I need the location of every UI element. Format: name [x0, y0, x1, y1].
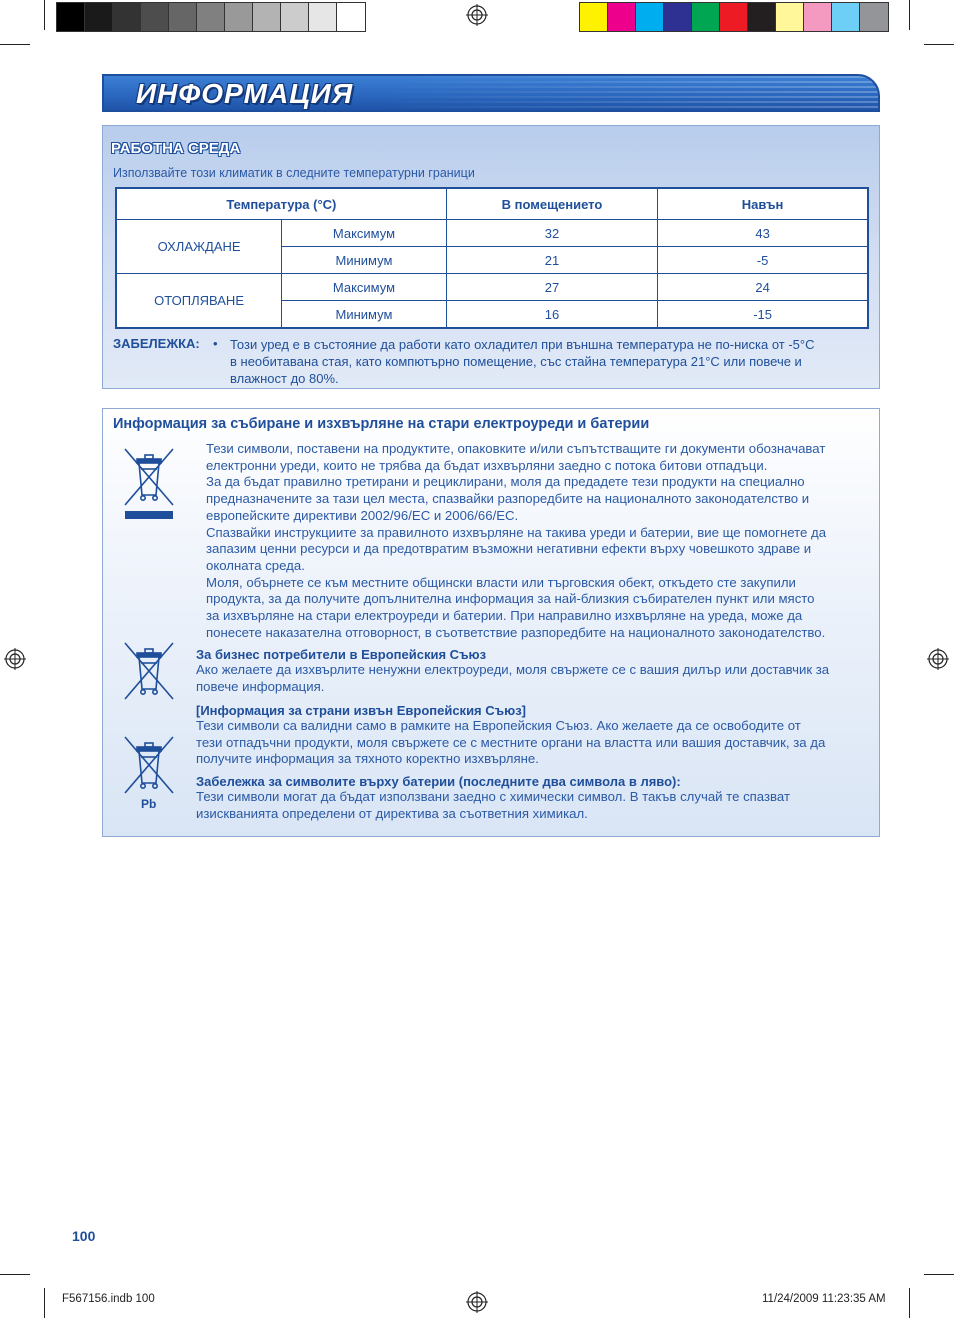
- crop-mark: [924, 44, 954, 45]
- footer-timestamp: 11/24/2009 11:23:35 AM: [762, 1293, 886, 1305]
- disposal-intro: [206, 441, 866, 641]
- outdoor-value: 24: [658, 274, 868, 301]
- mode-cooling: ОХЛАЖДАНЕ: [116, 220, 282, 274]
- pb-chemical-label: Pb: [141, 797, 157, 811]
- row-label: Минимум: [282, 301, 447, 329]
- outside-eu-text: [196, 718, 866, 768]
- note-line: влажност до 80%.: [230, 371, 339, 386]
- color-swatch: [169, 3, 197, 31]
- color-swatch: [776, 3, 804, 31]
- intro-line: за изхвърляне на стари електроуреди и батерии. При направилно изхвърляне на уреда, може да: [206, 608, 803, 624]
- intro-line: електронни уреди, които не трябва да бъдат изхвърляни заедно с потока битови отпадъци.: [206, 457, 768, 473]
- row-label: Максимум: [282, 220, 447, 247]
- registration-mark-icon: [4, 648, 26, 670]
- outdoor-value: 43: [658, 220, 868, 247]
- crossed-bin-icon: [121, 639, 177, 701]
- crossed-bin-icon: [121, 445, 177, 521]
- outside-line: получите информация за тяхното коректно изхвърляне.: [196, 751, 539, 767]
- intro-line: европейските директиви 2002/96/EC и 2006/66/EC.: [206, 507, 519, 523]
- outdoor-value: -5: [658, 247, 868, 274]
- crop-mark: [909, 1288, 910, 1318]
- note-line: в необитавана стая, като компютърно помещение, със стайна температура 21°C или повече и: [230, 354, 802, 369]
- crop-mark: [44, 0, 45, 30]
- color-swatch: [85, 3, 113, 31]
- battery-line: изискванията определени от директива за съответния химикал.: [196, 805, 588, 821]
- section-subtitle: Използвайте този климатик в следните температурни граници: [113, 166, 475, 180]
- color-swatch: [692, 3, 720, 31]
- business-line: Ако желаете да изхвърлите ненужни електроуреди, моля свържете се с вашия дилър или доставчик за: [196, 662, 830, 677]
- color-swatch: [337, 3, 365, 31]
- battery-line: Тези символи могат да бъдат използвани заедно с химически символ. В такъв случай те спазват: [196, 789, 790, 804]
- color-swatch: [664, 3, 692, 31]
- crop-mark: [924, 1274, 954, 1275]
- outside-line: тези отпадъчни продукти, моля свържете се с местните органи на властта или вашия доставчик, за да: [196, 734, 826, 750]
- mode-heating: ОТОПЛЯВАНЕ: [116, 274, 282, 329]
- table-row: [116, 220, 868, 247]
- disposal-info-panel: [102, 408, 880, 837]
- note-text: [230, 336, 860, 387]
- color-swatch: [832, 3, 860, 31]
- header-stripes: [378, 76, 878, 110]
- page-title: ИНФОРМАЦИЯ: [136, 78, 354, 109]
- registration-mark-icon: [466, 1291, 488, 1313]
- outside-line: Тези символи са валидни само в рамките на Европейския Съюз. Ако желаете да се освободите от: [196, 718, 801, 733]
- color-swatch: [580, 3, 608, 31]
- indoor-value: 32: [446, 220, 657, 247]
- indoor-value: 16: [446, 301, 657, 329]
- color-swatch: [253, 3, 281, 31]
- color-swatch: [636, 3, 664, 31]
- note-label: ЗАБЕЛЕЖКА:: [113, 336, 200, 351]
- color-swatch: [141, 3, 169, 31]
- color-swatch: [860, 3, 888, 31]
- page-number: 100: [72, 1228, 96, 1244]
- color-swatch: [197, 3, 225, 31]
- row-label: Минимум: [282, 247, 447, 274]
- table-header-row: [116, 188, 868, 220]
- header-temperature: Температура (°C): [116, 188, 446, 220]
- intro-line: Спазвайки инструкциите за правилното изхвърляне на такива уреди и батерии, вие ще помогнете да: [206, 524, 827, 540]
- intro-line: запазим ценни ресурси и да предотвратим възможни негативни ефекти върху човешкото здраве и: [206, 541, 812, 557]
- note-bullet: •: [213, 336, 218, 351]
- intro-line: продукта, за да получите допълнителна информация за най-близкия събирателен пункт или място: [206, 591, 815, 607]
- indoor-value: 27: [446, 274, 657, 301]
- grey-swatch-strip: [56, 2, 366, 32]
- crop-mark: [0, 44, 30, 45]
- color-swatch: [281, 3, 309, 31]
- crop-mark: [0, 1274, 30, 1275]
- table-row: [116, 274, 868, 301]
- crossed-bin-icon: [121, 733, 177, 795]
- intro-line: За да бъдат правилно третирани и рециклирани, моля да предадете тези продукти на специално: [206, 474, 805, 490]
- registration-mark-icon: [466, 4, 488, 26]
- business-heading: За бизнес потребители в Европейския Съюз: [196, 647, 487, 662]
- battery-text: [196, 789, 866, 822]
- color-swatch-strip: [579, 2, 889, 32]
- business-text: [196, 662, 866, 695]
- footer-file: F567156.indb 100: [62, 1293, 155, 1305]
- indoor-value: 21: [446, 247, 657, 274]
- color-swatch: [720, 3, 748, 31]
- color-swatch: [225, 3, 253, 31]
- color-swatch: [113, 3, 141, 31]
- operating-environment-panel: [102, 125, 880, 389]
- business-line: повече информация.: [196, 678, 325, 694]
- intro-line: Тези символи, поставени на продуктите, опаковките и/или съпътстващите ги документи обозначават: [206, 441, 826, 456]
- intro-line: Моля, обърнете се към местните общински власти или търговския обект, откъдето сте закупили: [206, 574, 796, 590]
- battery-heading: Забележка за символите върху батерии (последните два символа в ляво):: [196, 774, 681, 789]
- temperature-table: [115, 187, 869, 329]
- outdoor-value: -15: [658, 301, 868, 329]
- intro-line: околната среда.: [206, 557, 305, 573]
- intro-line: понесете наказателна отговорност, в съответствие разпоредбите на националното законодателство.: [206, 624, 826, 640]
- color-swatch: [804, 3, 832, 31]
- row-label: Максимум: [282, 274, 447, 301]
- crop-mark: [909, 0, 910, 30]
- header-outdoor: Навън: [658, 188, 868, 220]
- color-swatch: [608, 3, 636, 31]
- note-line: Този уред е в състояние да работи като охладител при външна температура не по-ниска от -5°C: [230, 337, 815, 352]
- color-swatch: [748, 3, 776, 31]
- registration-mark-icon: [927, 648, 949, 670]
- color-swatch: [309, 3, 337, 31]
- page-header-bar: [102, 74, 880, 112]
- disposal-title: Информация за събиране и изхвърляне на стари електроуреди и батерии: [113, 416, 650, 432]
- crop-mark: [44, 1288, 45, 1318]
- intro-line: предназначените за тази цел места, спазвайки разпоредбите на националното законодателство и: [206, 491, 810, 507]
- outside-eu-heading: [Информация за страни извън Европейския Съюз]: [196, 703, 527, 718]
- section-title: РАБОТНА СРЕДА: [111, 140, 241, 157]
- color-swatch: [57, 3, 85, 31]
- header-indoor: В помещението: [446, 188, 657, 220]
